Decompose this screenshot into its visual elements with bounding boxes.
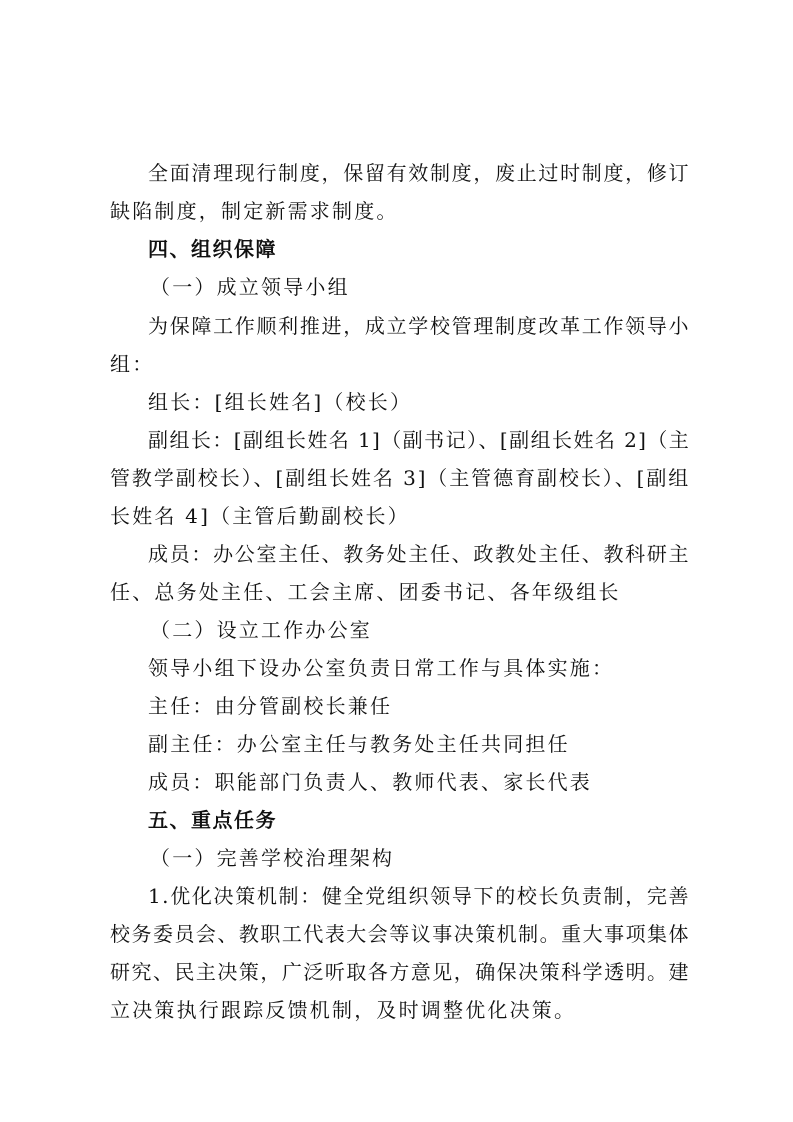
section-heading: 四、组织保障: [148, 237, 277, 261]
paragraph-line: 为保障工作顺利推进，成立学校管理制度改革工作领导小: [148, 314, 690, 338]
paragraph-line: 立决策执行跟踪反馈机制，及时调整优化决策。: [110, 998, 577, 1022]
subsection-heading: （一）成立领导小组: [150, 275, 350, 299]
paragraph-line: 缺陷制度，制定新需求制度。: [110, 199, 399, 223]
paragraph-line: 主任：由分管副校长兼任: [148, 694, 393, 718]
paragraph-line: 副主任：办公室主任与教务处主任共同担任: [148, 732, 570, 756]
paragraph-line: 长姓名 4]（主管后勤副校长）: [110, 504, 410, 528]
paragraph-line: 成员：办公室主任、教务处主任、政教处主任、教科研主: [148, 542, 690, 566]
paragraph-line: 领导小组下设办公室负责日常工作与具体实施：: [148, 656, 615, 680]
paragraph-line: 副组长：[副组长姓名 1]（副书记）、[副组长姓名 2]（主: [148, 428, 690, 452]
paragraph-line: 成员：职能部门负责人、教师代表、家长代表: [148, 770, 592, 794]
subsection-heading: （二）设立工作办公室: [150, 618, 372, 642]
paragraph-line: 研究、民主决策，广泛听取各方意见，确保决策科学透明。建: [110, 960, 690, 984]
paragraph-line: 组长：[组长姓名]（校长）: [148, 390, 413, 414]
paragraph-line: 管教学副校长）、[副组长姓名 3]（主管德育副校长）、[副组: [110, 466, 690, 490]
paragraph-line: 组：: [110, 352, 155, 376]
paragraph-line: 校务委员会、教职工代表大会等议事决策机制。重大事项集体: [110, 922, 690, 946]
paragraph-line: 任、总务处主任、工会主席、团委书记、各年级组长: [110, 580, 621, 604]
section-heading: 五、重点任务: [148, 808, 277, 832]
paragraph-line: 全面清理现行制度，保留有效制度，废止过时制度，修订: [148, 161, 690, 185]
subsection-heading: （一）完善学校治理架构: [150, 846, 395, 870]
paragraph-line: 1.优化决策机制：健全党组织领导下的校长负责制，完善: [148, 884, 690, 908]
